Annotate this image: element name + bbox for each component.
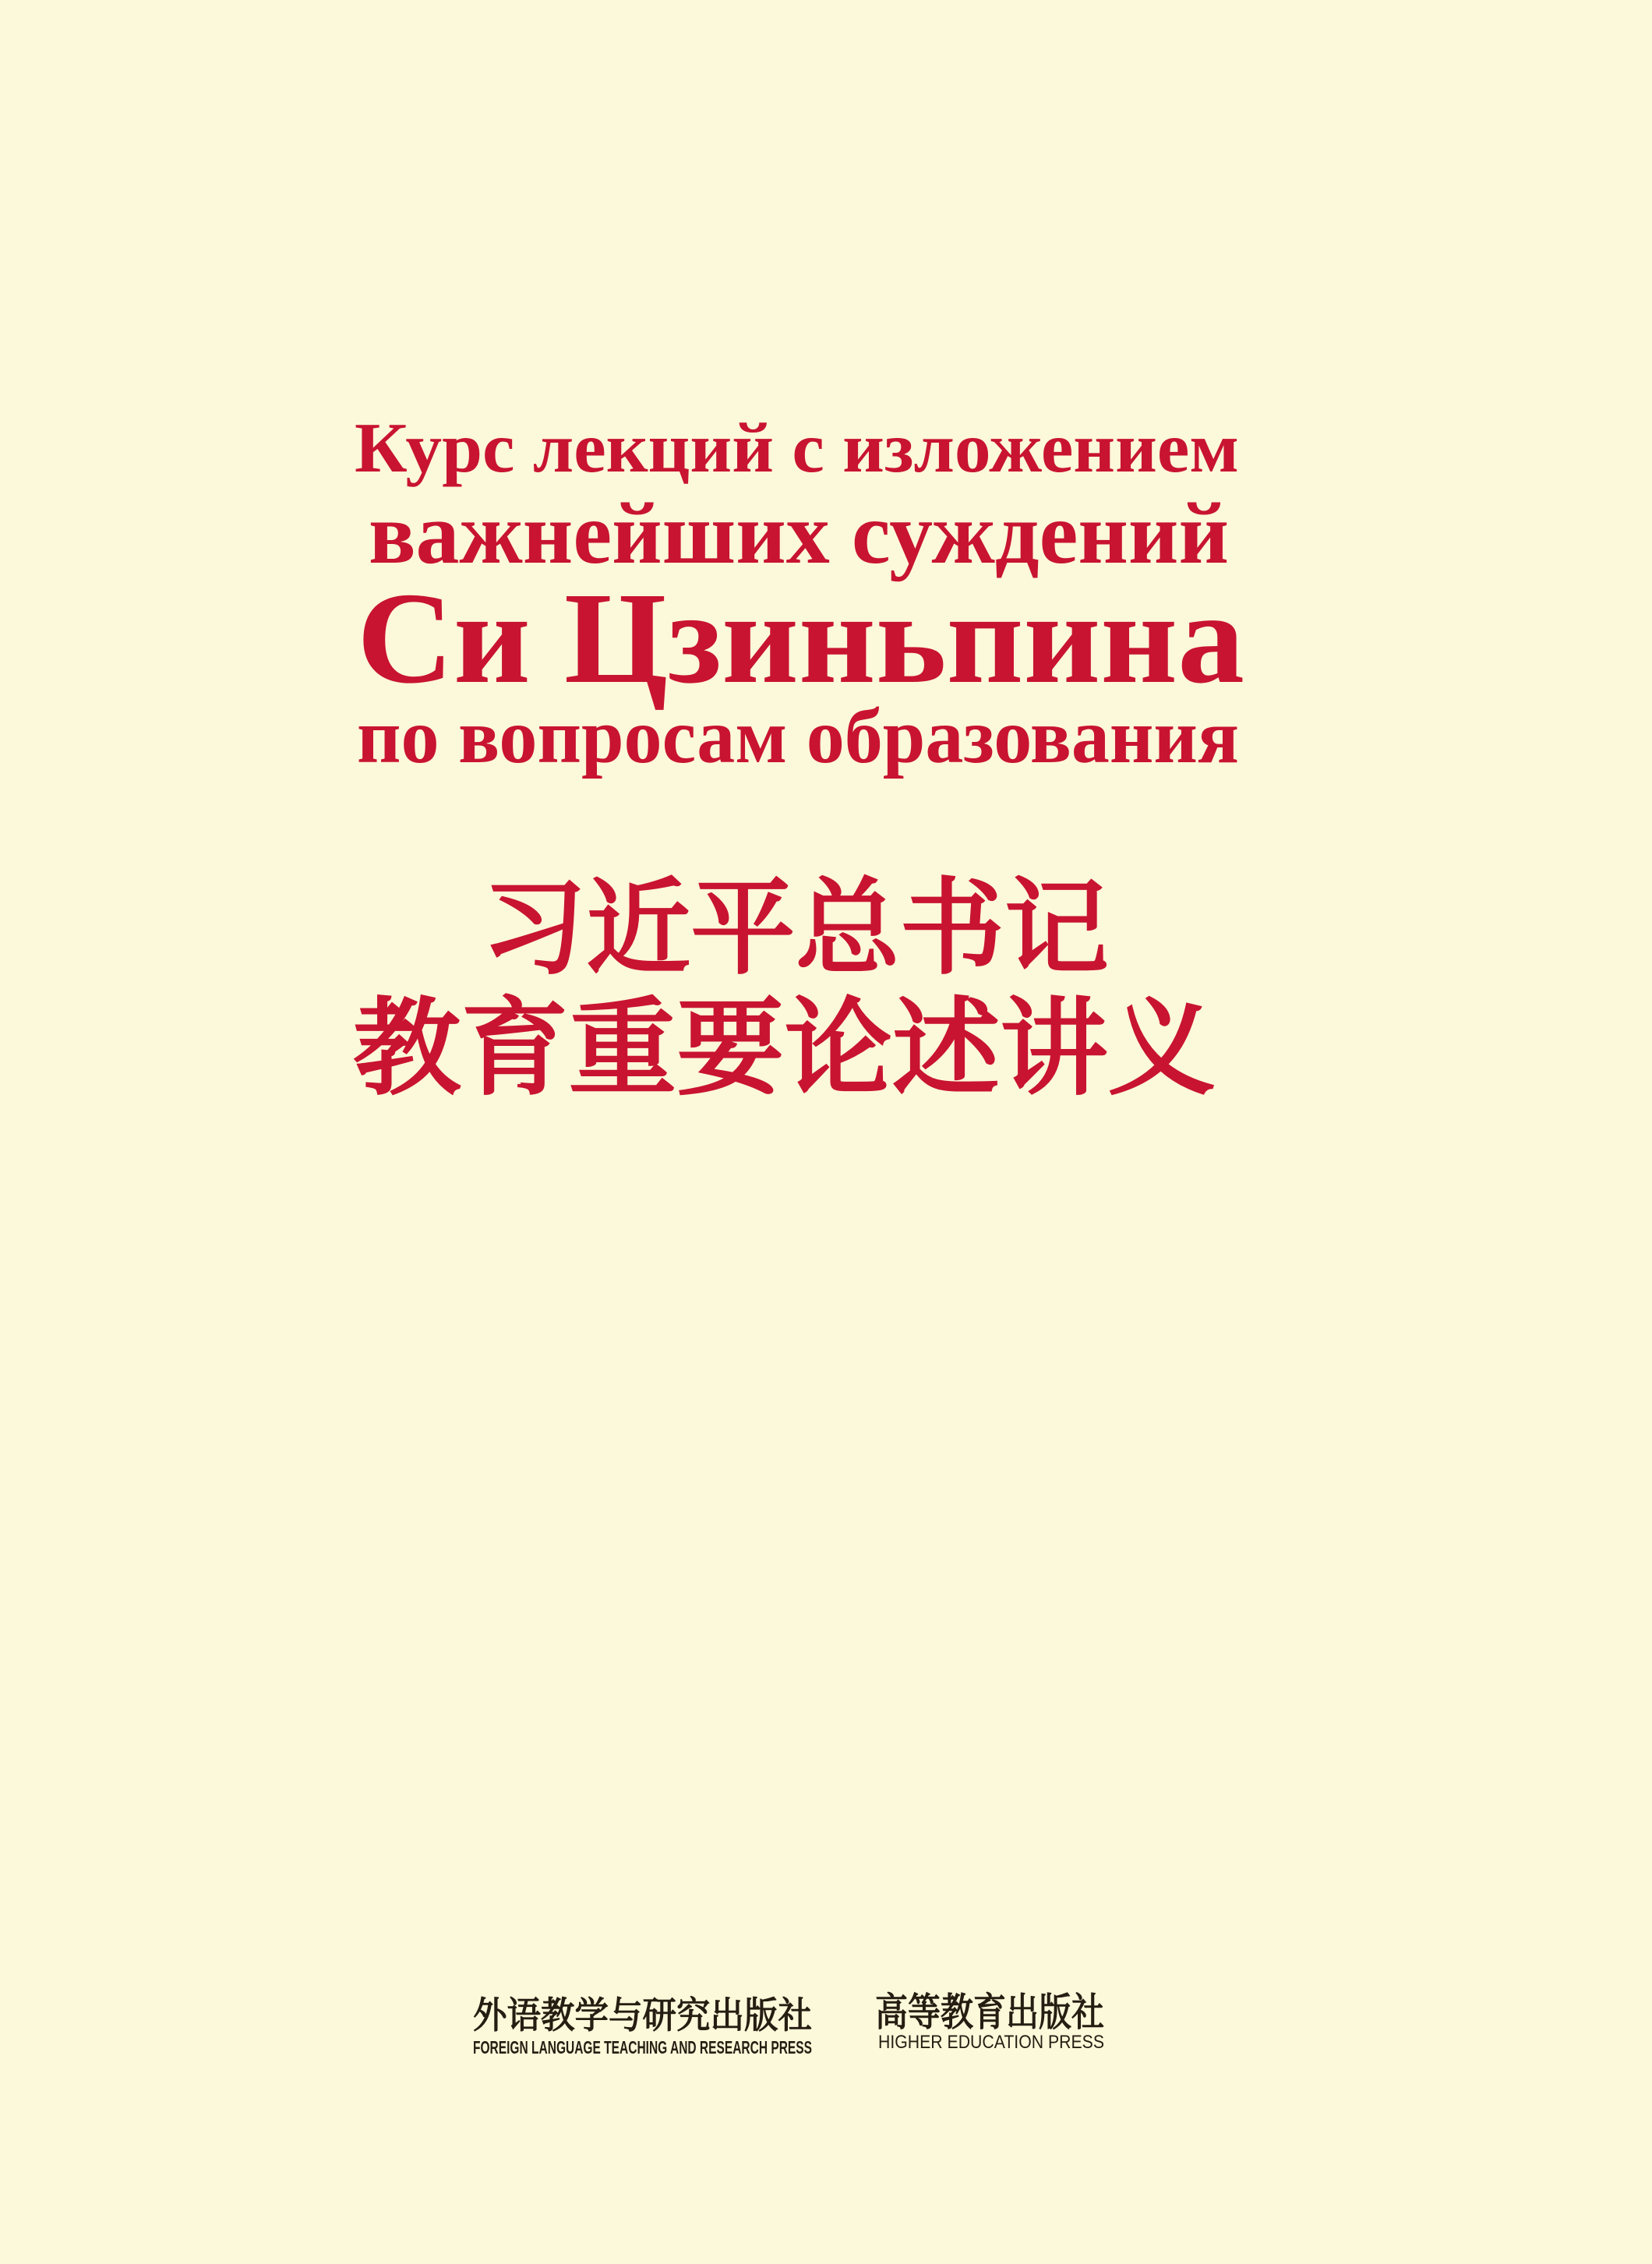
publisher-hep-wordmark: [875, 1990, 1104, 2053]
publisher-fltrp-english-name: FOREIGN LANGUAGE TEACHING AND RESEARCH PRESS: [473, 2037, 812, 2057]
russian-title-block: [355, 408, 1244, 779]
russian-title-line-4: по вопросам образования: [357, 693, 1239, 779]
chinese-title-line-1: 习近平总书记: [482, 871, 1109, 987]
publisher-fltrp-chinese-name: 外语教学与研究出版社: [473, 1994, 812, 2036]
russian-title-line-2: важнейших суждений: [369, 486, 1229, 582]
chinese-title-line-2: 教育重要论述讲义: [353, 991, 1216, 1108]
russian-title-line-3: Си Цзиньпина: [357, 566, 1244, 711]
publisher-fltrp-wordmark: [473, 1994, 812, 2057]
russian-title-line-1: Курс лекций с изложением: [355, 408, 1239, 487]
chinese-title-block: [353, 871, 1216, 1108]
publisher-hep-english-name: HIGHER EDUCATION PRESS: [878, 2032, 1104, 2053]
publisher-hep-chinese-name: 高等教育出版社: [875, 1990, 1104, 2034]
